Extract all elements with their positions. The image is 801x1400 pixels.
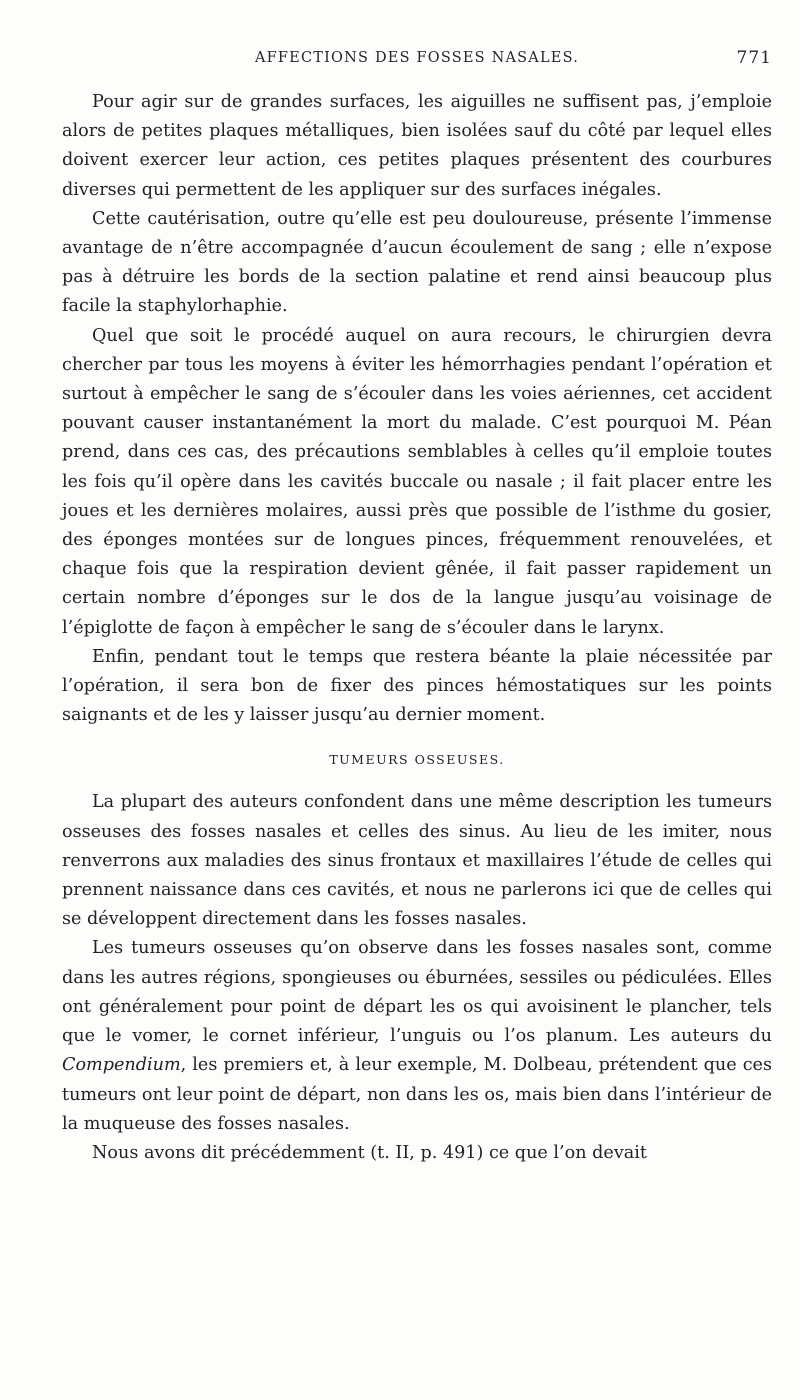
text-run: Les tumeurs osseuses qu’on observe dans les fosses nasales sont, comme dans les autres régions, spongieuses ou éburnées, sessiles ou pédiculées. Elles ont généralement pour point de départ les os qui avoisinent le plancher, tels que le vomer, le cornet inférieur, l’unguis ou l’os planum. Les auteurs du bbox=[62, 938, 772, 1047]
paragraph-auteurs: La plupart des auteurs confondent dans une même description les tumeurs osseuses des fosses nasales et celles des sinus. Au lieu de les imiter, nous renverrons aux maladies des sinus frontaux et maxillaires l’étude de celles qui prennent naissance dans ces cavités, et nous ne parlerons ici que de celles qui se développent directement dans les fosses nasales. bbox=[62, 792, 772, 930]
text-run: , les premiers et, à leur exemple, M. Dolbeau, prétendent que ces tumeurs ont leur point de départ, non dans les os, mais bien dans l’intérieur de la muqueuse des fosses nasales. bbox=[62, 1055, 772, 1134]
body-text bbox=[62, 88, 772, 1168]
paragraph-tumeurs bbox=[62, 934, 772, 1138]
italic-title: Compendium bbox=[62, 1055, 181, 1076]
page-number: 771 bbox=[736, 48, 772, 68]
section-heading: TUMEURS OSSEUSES. bbox=[329, 752, 505, 768]
paragraph-pinces: Enfin, pendant tout le temps que restera béante la plaie nécessitée par l’opération, il sera bon de fixer des pinces hémostatiques sur les points saignants et de les y laisser jusqu’au dernier moment. bbox=[62, 646, 772, 726]
paragraph-plaques: Pour agir sur de grandes surfaces, les aiguilles ne suffisent pas, j’emploie alors de petites plaques métalliques, bien isolées sauf du côté par lequel elles doivent exercer leur action, ces petites plaques présentent des courbures diverses qui permettent de les appliquer sur des surfaces inégales. bbox=[62, 92, 772, 200]
running-head bbox=[62, 46, 772, 74]
paragraph-cauterisation: Cette cautérisation, outre qu’elle est peu douloureuse, présente l’immense avantage de n’être accompagnée d’aucun écoulement de sang ; elle n’expose pas à détruire les bords de la section palatine et rend ainsi beaucoup plus facile la staphylorhaphie. bbox=[62, 208, 772, 317]
paragraph-nous-avons: Nous avons dit précédemment (t. II, p. 491) ce que l’on devait bbox=[92, 1142, 647, 1163]
paragraph-hemorrhagies: Quel que soit le procédé auquel on aura recours, le chirurgien devra chercher par tous les moyens à éviter les hémorrhagies pendant l’opération et surtout à empêcher le sang de s’écouler dans les voies aériennes, cet accident pouvant causer instantanément la mort du malade. C’est pourquoi M. Péan prend, dans ces cas, des précautions semblables à celles qu’il emploie toutes les fois qu’il opère dans les cavités buccale ou nasale ; il fait placer entre les joues et les dernières molaires, aussi près que possible de l’isthme du gosier, des éponges montées sur de longues pinces, fréquemment renouvelées, et chaque fois que la respiration devient gênée, il fait passer rapidement un certain nombre d’éponges sur le dos de la langue jusqu’au voisinage de l’épiglotte de façon à empêcher le sang de s’écouler dans le larynx. bbox=[62, 325, 772, 638]
running-title: AFFECTIONS DES FOSSES NASALES. bbox=[254, 50, 580, 66]
